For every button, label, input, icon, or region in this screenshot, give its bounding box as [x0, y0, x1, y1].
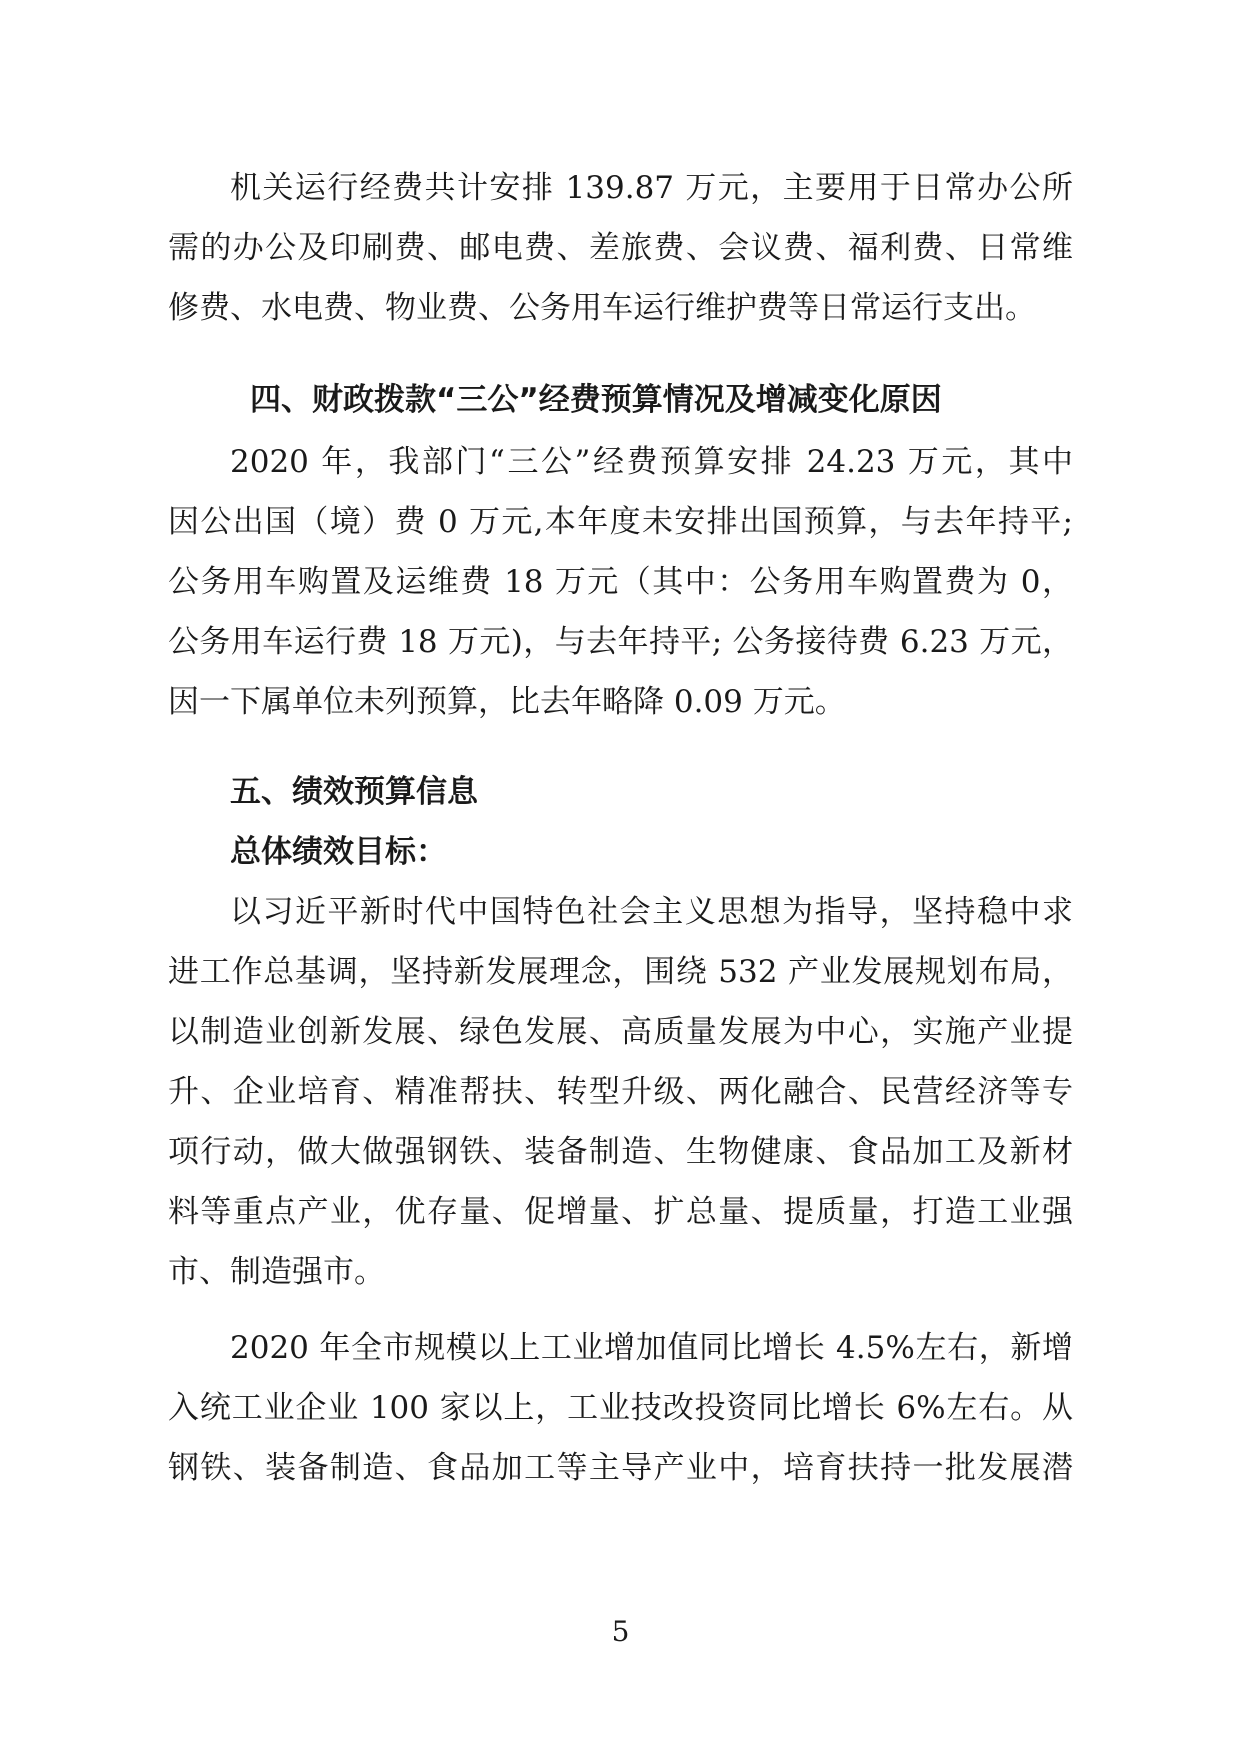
page-number: 5 [611, 1615, 630, 1648]
paragraph-goal-line-2: 进工作总基调，坚持新发展理念，围绕 532 产业发展规划布局， [168, 954, 1073, 990]
paragraph-goal-line-1: 以习近平新时代中国特色社会主义思想为指导，坚持稳中求 [230, 894, 1073, 930]
paragraph-three-public-line-4: 公务用车运行费 18 万元)，与去年持平; 公务接待费 6.23 万元， [168, 624, 1073, 660]
paragraph-three-public-line-3: 公务用车购置及运维费 18 万元（其中：公务用车购置费为 0， [168, 564, 1073, 600]
paragraph-three-public-line-1: 2020 年，我部门“三公”经费预算安排 24.23 万元，其中 [230, 444, 1073, 480]
paragraph-targets-line-1: 2020 年全市规模以上工业增加值同比增长 4.5%左右，新增 [230, 1330, 1073, 1366]
paragraph-three-public-line-5: 因一下属单位未列预算，比去年略降 0.09 万元。 [168, 684, 846, 720]
paragraph-goal-line-5: 项行动，做大做强钢铁、装备制造、生物健康、食品加工及新材 [168, 1134, 1073, 1170]
subheading-overall-goal: 总体绩效目标： [230, 834, 447, 870]
paragraph-operating-costs-line-3: 修费、水电费、物业费、公务用车运行维护费等日常运行支出。 [168, 290, 1036, 326]
paragraph-operating-costs-line-2: 需的办公及印刷费、邮电费、差旅费、会议费、福利费、日常维 [168, 230, 1073, 266]
paragraph-goal-line-7: 市、制造强市。 [168, 1254, 385, 1290]
paragraph-goal-line-3: 以制造业创新发展、绿色发展、高质量发展为中心，实施产业提 [168, 1014, 1073, 1050]
paragraph-targets-line-3: 钢铁、装备制造、食品加工等主导产业中，培育扶持一批发展潜 [168, 1450, 1073, 1486]
section-heading-performance: 五、绩效预算信息 [230, 774, 478, 810]
paragraph-goal-line-4: 升、企业培育、精准帮扶、转型升级、两化融合、民营经济等专 [168, 1074, 1073, 1110]
paragraph-goal-line-6: 料等重点产业，优存量、促增量、扩总量、提质量，打造工业强 [168, 1194, 1073, 1230]
paragraph-targets-line-2: 入统工业企业 100 家以上，工业技改投资同比增长 6%左右。从 [168, 1390, 1073, 1426]
paragraph-three-public-line-2: 因公出国（境）费 0 万元,本年度未安排出国预算，与去年持平; [168, 504, 1073, 540]
section-heading-three-public: 四、财政拨款“三公”经费预算情况及增减变化原因 [250, 382, 942, 418]
paragraph-operating-costs-line-1: 机关运行经费共计安排 139.87 万元，主要用于日常办公所 [230, 170, 1073, 206]
